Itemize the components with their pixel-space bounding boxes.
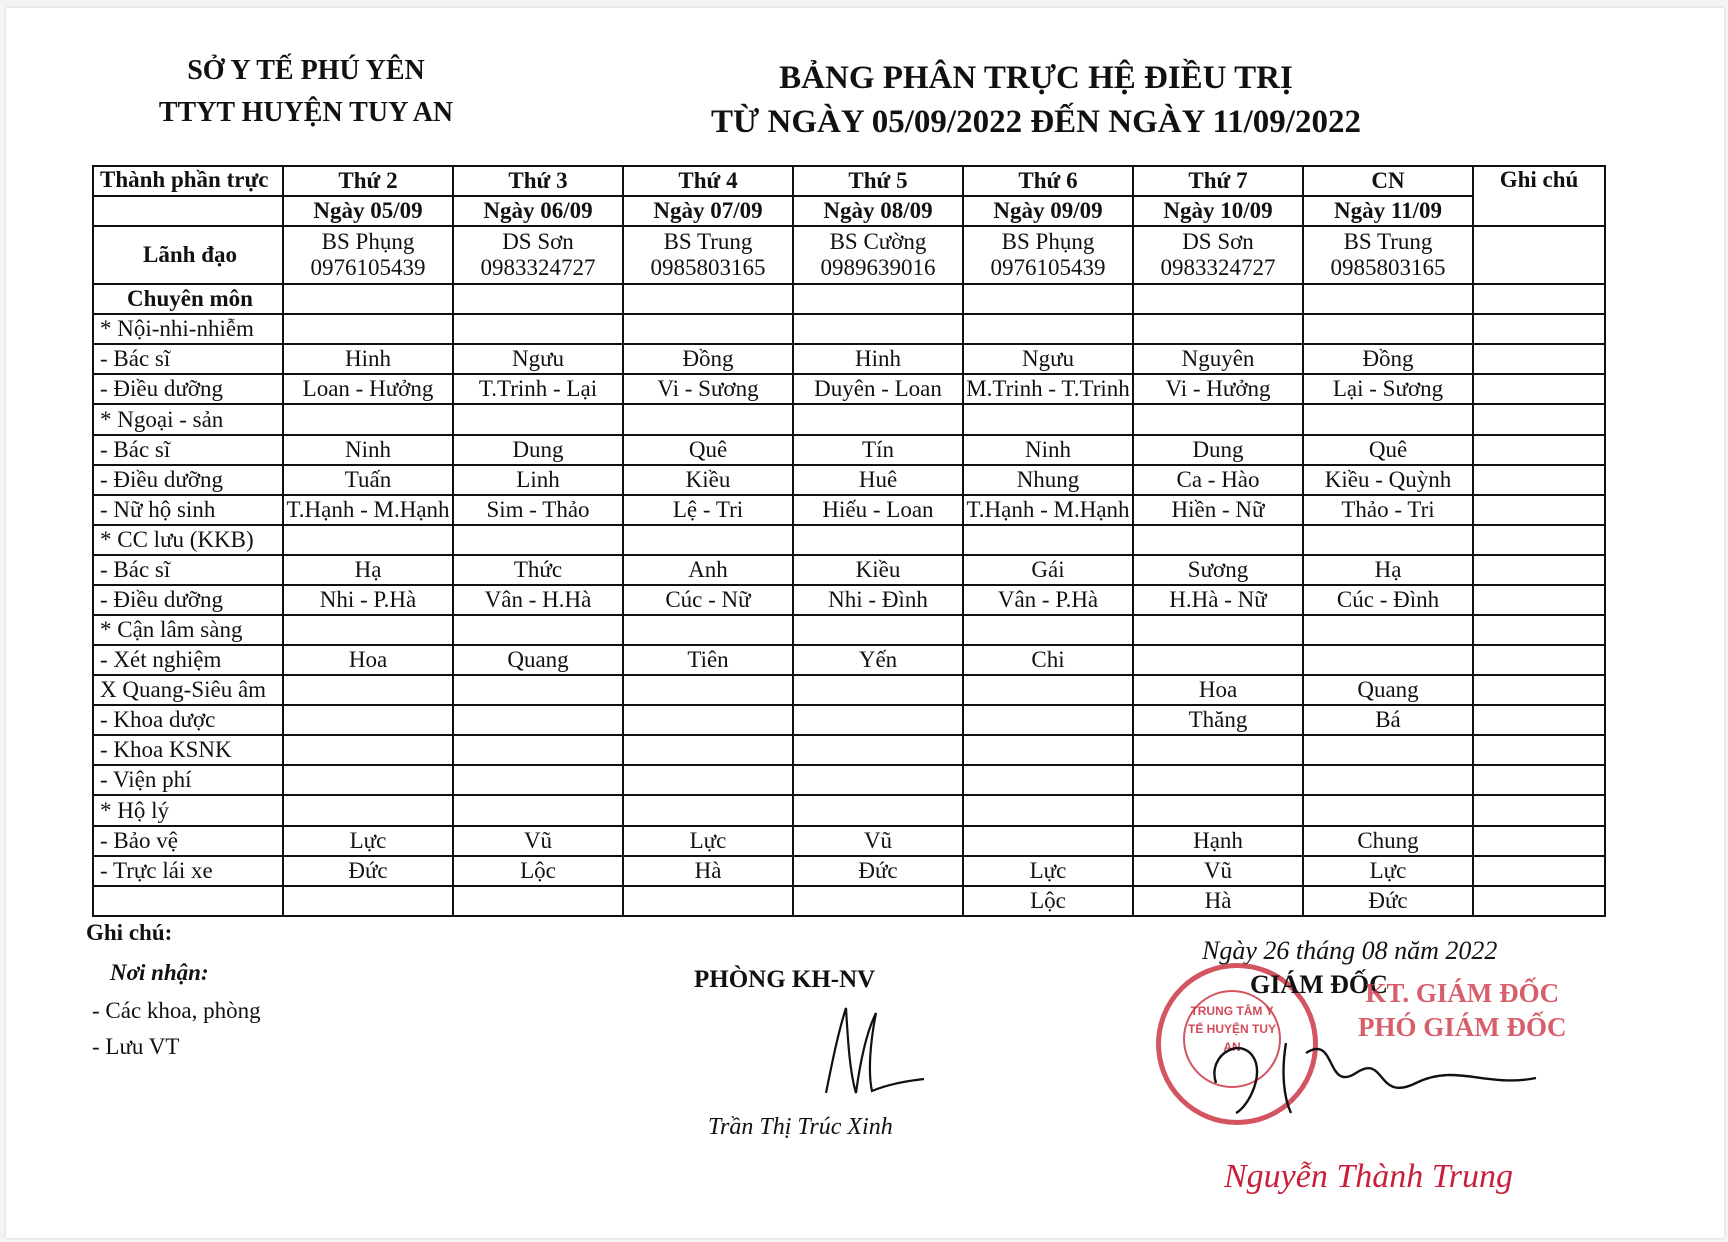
row-label: - Xét nghiệm (93, 645, 283, 675)
schedule-cell: Lực (283, 826, 453, 856)
schedule-cell: Thức (453, 555, 623, 585)
row-label: - Điều dưỡng (93, 465, 283, 495)
schedule-cell: Vũ (453, 826, 623, 856)
schedule-cell (1303, 404, 1473, 434)
director-title: GIÁM ĐỐC (1250, 970, 1388, 999)
org-line-1: SỞ Y TẾ PHÚ YÊN (187, 55, 425, 86)
schedule-cell (283, 615, 453, 645)
schedule-cell (623, 615, 793, 645)
recipient-item: - Các khoa, phòng (92, 998, 261, 1023)
schedule-cell (793, 404, 963, 434)
row-label: - Điều dưỡng (93, 374, 283, 404)
schedule-cell: Đồng (1303, 344, 1473, 374)
schedule-cell (453, 705, 623, 735)
leader-cell (1133, 226, 1303, 284)
table-row (93, 374, 1605, 404)
schedule-cell: Vi - Sương (623, 374, 793, 404)
schedule-cell (963, 284, 1133, 314)
leader-cell (1303, 226, 1473, 284)
schedule-cell: Gái (963, 555, 1133, 585)
note-cell (1473, 645, 1605, 675)
schedule-cell (283, 886, 453, 916)
note-cell (1473, 735, 1605, 765)
date-header: Ngày 06/09 (453, 196, 623, 226)
schedule-cell: Ca - Hào (1133, 465, 1303, 495)
date-header: Ngày 11/09 (1303, 196, 1473, 226)
schedule-cell (453, 284, 623, 314)
schedule-cell (1133, 645, 1303, 675)
schedule-cell (283, 314, 453, 344)
schedule-cell (793, 314, 963, 344)
schedule-cell: Đức (1303, 886, 1473, 916)
schedule-cell (453, 404, 623, 434)
recipient-item: - Lưu VT (92, 1034, 180, 1059)
schedule-cell (793, 765, 963, 795)
schedule-cell: Yến (793, 645, 963, 675)
table-row (93, 856, 1605, 886)
document-page (6, 8, 1724, 1238)
schedule-cell: Thăng (1133, 705, 1303, 735)
schedule-cell: Cúc - Nữ (623, 585, 793, 615)
note-cell (1473, 675, 1605, 705)
row-label: X Quang-Siêu âm (93, 675, 283, 705)
note-cell (1473, 555, 1605, 585)
note-cell (1473, 886, 1605, 916)
issue-date: Ngày 26 tháng 08 năm 2022 (1202, 936, 1498, 965)
date-header: Ngày 07/09 (623, 196, 793, 226)
table-row (93, 344, 1605, 374)
leader-phone: 0983324727 (480, 255, 596, 281)
schedule-cell: Sim - Thảo (453, 495, 623, 525)
schedule-cell: Duyên - Loan (793, 374, 963, 404)
note-cell (1473, 615, 1605, 645)
director-signer-name: Nguyễn Thành Trung (1224, 1158, 1514, 1195)
row-label: Chuyên môn (93, 284, 283, 314)
schedule-cell (623, 314, 793, 344)
table-row (93, 645, 1605, 675)
schedule-cell (1303, 525, 1473, 555)
note-cell (1473, 435, 1605, 465)
table-row (93, 735, 1605, 765)
kt-line-1: KT. GIÁM ĐỐC (1365, 978, 1560, 1008)
leader-phone: 0983324727 (1160, 255, 1276, 281)
schedule-cell (963, 404, 1133, 434)
schedule-cell (1303, 314, 1473, 344)
leader-phone: 0985803165 (1330, 255, 1446, 281)
note-label: Ghi chú: (86, 920, 173, 945)
note-cell (1473, 344, 1605, 374)
schedule-cell: Hạ (283, 555, 453, 585)
row-label (93, 886, 283, 916)
table-row (93, 284, 1605, 314)
schedule-cell (1133, 735, 1303, 765)
schedule-cell (963, 525, 1133, 555)
schedule-cell (283, 525, 453, 555)
title-line-2: TỪ NGÀY 05/09/2022 ĐẾN NGÀY 11/09/2022 (711, 104, 1361, 140)
department-signer-name: Trần Thị Trúc Xinh (708, 1114, 893, 1140)
schedule-cell (793, 886, 963, 916)
schedule-cell: Lực (623, 826, 793, 856)
schedule-cell (453, 735, 623, 765)
schedule-cell (283, 284, 453, 314)
schedule-cell: Vân - P.Hà (963, 585, 1133, 615)
schedule-cell (453, 615, 623, 645)
schedule-cell: Kiều (793, 555, 963, 585)
director-signature (1186, 1013, 1546, 1123)
kt-line-2: PHÓ GIÁM ĐỐC (1358, 1012, 1567, 1042)
schedule-cell (1303, 795, 1473, 825)
schedule-cell: Ngưu (963, 344, 1133, 374)
schedule-cell: Hạnh (1133, 826, 1303, 856)
schedule-cell (623, 705, 793, 735)
schedule-cell (283, 404, 453, 434)
table-row (93, 705, 1605, 735)
schedule-cell (623, 675, 793, 705)
schedule-cell: Loan - Hưởng (283, 374, 453, 404)
schedule-cell (793, 615, 963, 645)
table-row (93, 765, 1605, 795)
schedule-cell (963, 826, 1133, 856)
schedule-cell (793, 705, 963, 735)
schedule-cell (623, 735, 793, 765)
schedule-cell: Anh (623, 555, 793, 585)
schedule-cell (283, 765, 453, 795)
schedule-cell (1303, 735, 1473, 765)
row-label: - Khoa KSNK (93, 735, 283, 765)
row-label: - Viện phí (93, 765, 283, 795)
schedule-cell (793, 675, 963, 705)
schedule-cell: Thảo - Tri (1303, 495, 1473, 525)
day-header: Thứ 2 (283, 166, 453, 196)
schedule-cell: Lộc (453, 856, 623, 886)
schedule-cell: Hà (623, 856, 793, 886)
table-row (93, 435, 1605, 465)
schedule-cell: Sương (1133, 555, 1303, 585)
schedule-cell: Đồng (623, 344, 793, 374)
date-header: Ngày 08/09 (793, 196, 963, 226)
schedule-cell: Cúc - Đình (1303, 585, 1473, 615)
table-row (93, 495, 1605, 525)
day-header: Thứ 7 (1133, 166, 1303, 196)
schedule-cell (963, 705, 1133, 735)
schedule-cell: Tuấn (283, 465, 453, 495)
schedule-cell: Hạ (1303, 555, 1473, 585)
leader-name: BS Phụng (321, 229, 415, 255)
schedule-cell (453, 675, 623, 705)
schedule-cell (963, 615, 1133, 645)
schedule-cell (1133, 404, 1303, 434)
schedule-cell (793, 284, 963, 314)
schedule-cell (453, 765, 623, 795)
schedule-cell: Ngưu (453, 344, 623, 374)
schedule-cell: Ninh (963, 435, 1133, 465)
schedule-cell (623, 765, 793, 795)
schedule-cell: Đức (283, 856, 453, 886)
note-cell (1473, 705, 1605, 735)
leader-name: BS Trung (1343, 229, 1433, 255)
schedule-cell: H.Hà - Nữ (1133, 585, 1303, 615)
schedule-cell: Hinh (283, 344, 453, 374)
schedule-cell: Lại - Sương (1303, 374, 1473, 404)
schedule-cell: T.Hạnh - M.Hạnh (283, 495, 453, 525)
row-label: * Cận lâm sàng (93, 615, 283, 645)
schedule-cell: Nhi - P.Hà (283, 585, 453, 615)
schedule-cell: Dung (1133, 435, 1303, 465)
row-label: - Nữ hộ sinh (93, 495, 283, 525)
schedule-cell: Vi - Hưởng (1133, 374, 1303, 404)
table-row (93, 404, 1605, 434)
leader-cell (283, 226, 453, 284)
note-cell (1473, 404, 1605, 434)
leader-name: BS Phụng (1001, 229, 1095, 255)
leader-name: BS Trung (663, 229, 753, 255)
schedule-cell (1133, 284, 1303, 314)
schedule-cell (1303, 645, 1473, 675)
schedule-cell: Hinh (793, 344, 963, 374)
schedule-cell: Quê (1303, 435, 1473, 465)
row-label: * Nội-nhi-nhiễm (93, 314, 283, 344)
department-title: PHÒNG KH-NV (694, 966, 876, 993)
schedule-cell: Bá (1303, 705, 1473, 735)
schedule-cell (283, 735, 453, 765)
note-cell (1473, 765, 1605, 795)
day-header: Thứ 4 (623, 166, 793, 196)
row-label: - Bác sĩ (93, 555, 283, 585)
table-row (93, 615, 1605, 645)
schedule-cell: Kiều - Quỳnh (1303, 465, 1473, 495)
note-cell (1473, 495, 1605, 525)
schedule-cell (623, 886, 793, 916)
schedule-cell (1133, 765, 1303, 795)
schedule-cell (793, 735, 963, 765)
day-header: Thứ 3 (453, 166, 623, 196)
row-label: * CC lưu (KKB) (93, 525, 283, 555)
leader-phone: 0985803165 (650, 255, 766, 281)
row-label: * Ngoại - sản (93, 404, 283, 434)
duty-schedule-table (92, 165, 1606, 917)
day-header: CN (1303, 166, 1473, 196)
schedule-cell: Nguyên (1133, 344, 1303, 374)
schedule-cell (623, 284, 793, 314)
schedule-cell: Lộc (963, 886, 1133, 916)
table-row (93, 826, 1605, 856)
leader-cell (963, 226, 1133, 284)
row-label: - Khoa dược (93, 705, 283, 735)
schedule-cell: Hà (1133, 886, 1303, 916)
schedule-cell: Lực (1303, 856, 1473, 886)
header-row-date (93, 196, 1605, 226)
note-cell (1473, 525, 1605, 555)
table-row (93, 886, 1605, 916)
day-header: Thứ 6 (963, 166, 1133, 196)
schedule-cell (453, 314, 623, 344)
header-row-day (93, 166, 1605, 196)
date-header: Ngày 09/09 (963, 196, 1133, 226)
schedule-cell (963, 765, 1133, 795)
leader-cell (793, 226, 963, 284)
schedule-cell (963, 795, 1133, 825)
leader-name: BS Cường (829, 229, 927, 255)
table-row (93, 675, 1605, 705)
note-cell (1473, 284, 1605, 314)
row-label: Lãnh đạo (93, 226, 283, 284)
schedule-cell (283, 705, 453, 735)
schedule-cell: Kiều (623, 465, 793, 495)
schedule-cell (1303, 765, 1473, 795)
schedule-cell: Quang (453, 645, 623, 675)
schedule-cell: Hiền - Nữ (1133, 495, 1303, 525)
schedule-cell: Nhi - Đình (793, 585, 963, 615)
schedule-cell (283, 795, 453, 825)
schedule-cell: Dung (453, 435, 623, 465)
schedule-cell: T.Trinh - Lại (453, 374, 623, 404)
schedule-cell (453, 886, 623, 916)
leader-cell (623, 226, 793, 284)
schedule-cell (283, 675, 453, 705)
schedule-cell: Tiên (623, 645, 793, 675)
schedule-cell (793, 795, 963, 825)
schedule-cell (963, 314, 1133, 344)
schedule-cell: Linh (453, 465, 623, 495)
schedule-cell (623, 404, 793, 434)
schedule-cell (1133, 314, 1303, 344)
schedule-cell: Vũ (1133, 856, 1303, 886)
leader-name: DS Sơn (502, 229, 574, 255)
note-cell (1473, 795, 1605, 825)
table-row (93, 795, 1605, 825)
schedule-cell: Đức (793, 856, 963, 886)
corner-header: Thành phần trực (93, 166, 283, 196)
org-line-2: TTYT HUYỆN TUY AN (158, 97, 454, 128)
schedule-cell: Quê (623, 435, 793, 465)
note-cell (1473, 856, 1605, 886)
schedule-cell (623, 795, 793, 825)
schedule-cell (623, 525, 793, 555)
schedule-cell: Hiếu - Loan (793, 495, 963, 525)
leader-phone: 0976105439 (310, 255, 426, 281)
schedule-cell (1133, 525, 1303, 555)
note-cell (1473, 826, 1605, 856)
schedule-cell (793, 525, 963, 555)
department-signature (786, 993, 926, 1103)
row-label: * Hộ lý (93, 795, 283, 825)
row-label: - Trực lái xe (93, 856, 283, 886)
note-cell (1473, 314, 1605, 344)
table-row (93, 525, 1605, 555)
schedule-cell: Hoa (1133, 675, 1303, 705)
table-row (93, 555, 1605, 585)
schedule-cell (963, 675, 1133, 705)
schedule-cell: Chi (963, 645, 1133, 675)
schedule-cell: Ninh (283, 435, 453, 465)
corner-header-blank (93, 196, 283, 226)
schedule-cell (1133, 795, 1303, 825)
schedule-cell (963, 735, 1133, 765)
table-row (93, 465, 1605, 495)
leader-name: DS Sơn (1182, 229, 1254, 255)
schedule-cell: M.Trinh - T.Trinh (963, 374, 1133, 404)
table-row (93, 314, 1605, 344)
schedule-cell (453, 525, 623, 555)
leader-cell (453, 226, 623, 284)
day-header: Thứ 5 (793, 166, 963, 196)
schedule-cell: Huê (793, 465, 963, 495)
row-label: - Điều dưỡng (93, 585, 283, 615)
schedule-cell: Hoa (283, 645, 453, 675)
schedule-cell: Lệ - Tri (623, 495, 793, 525)
row-label: - Bác sĩ (93, 435, 283, 465)
note-cell (1473, 226, 1605, 284)
row-label: - Bảo vệ (93, 826, 283, 856)
schedule-cell: Chung (1303, 826, 1473, 856)
row-label: - Bác sĩ (93, 344, 283, 374)
schedule-cell (1303, 284, 1473, 314)
schedule-cell (1303, 615, 1473, 645)
table-row (93, 585, 1605, 615)
schedule-cell: Nhung (963, 465, 1133, 495)
note-cell (1473, 374, 1605, 404)
official-seal-text: TRUNG TÂM Y TẾ HUYỆN TUY AN (1183, 990, 1281, 1088)
date-header: Ngày 05/09 (283, 196, 453, 226)
organization-header (106, 50, 506, 134)
note-cell (1473, 585, 1605, 615)
document-title (646, 56, 1426, 144)
note-cell (1473, 465, 1605, 495)
title-line-1: BẢNG PHÂN TRỰC HỆ ĐIỀU TRỊ (779, 60, 1293, 96)
date-header: Ngày 10/09 (1133, 196, 1303, 226)
recipients-label: Nơi nhận: (110, 960, 209, 985)
schedule-cell (453, 795, 623, 825)
leader-phone: 0989639016 (820, 255, 936, 281)
leader-phone: 0976105439 (990, 255, 1106, 281)
schedule-cell (1133, 615, 1303, 645)
schedule-cell: T.Hạnh - M.Hạnh (963, 495, 1133, 525)
schedule-cell: Vũ (793, 826, 963, 856)
schedule-cell: Quang (1303, 675, 1473, 705)
schedule-cell: Lực (963, 856, 1133, 886)
note-column-header: Ghi chú (1473, 166, 1605, 226)
schedule-cell: Tín (793, 435, 963, 465)
leader-row (93, 226, 1605, 284)
schedule-cell: Vân - H.Hà (453, 585, 623, 615)
